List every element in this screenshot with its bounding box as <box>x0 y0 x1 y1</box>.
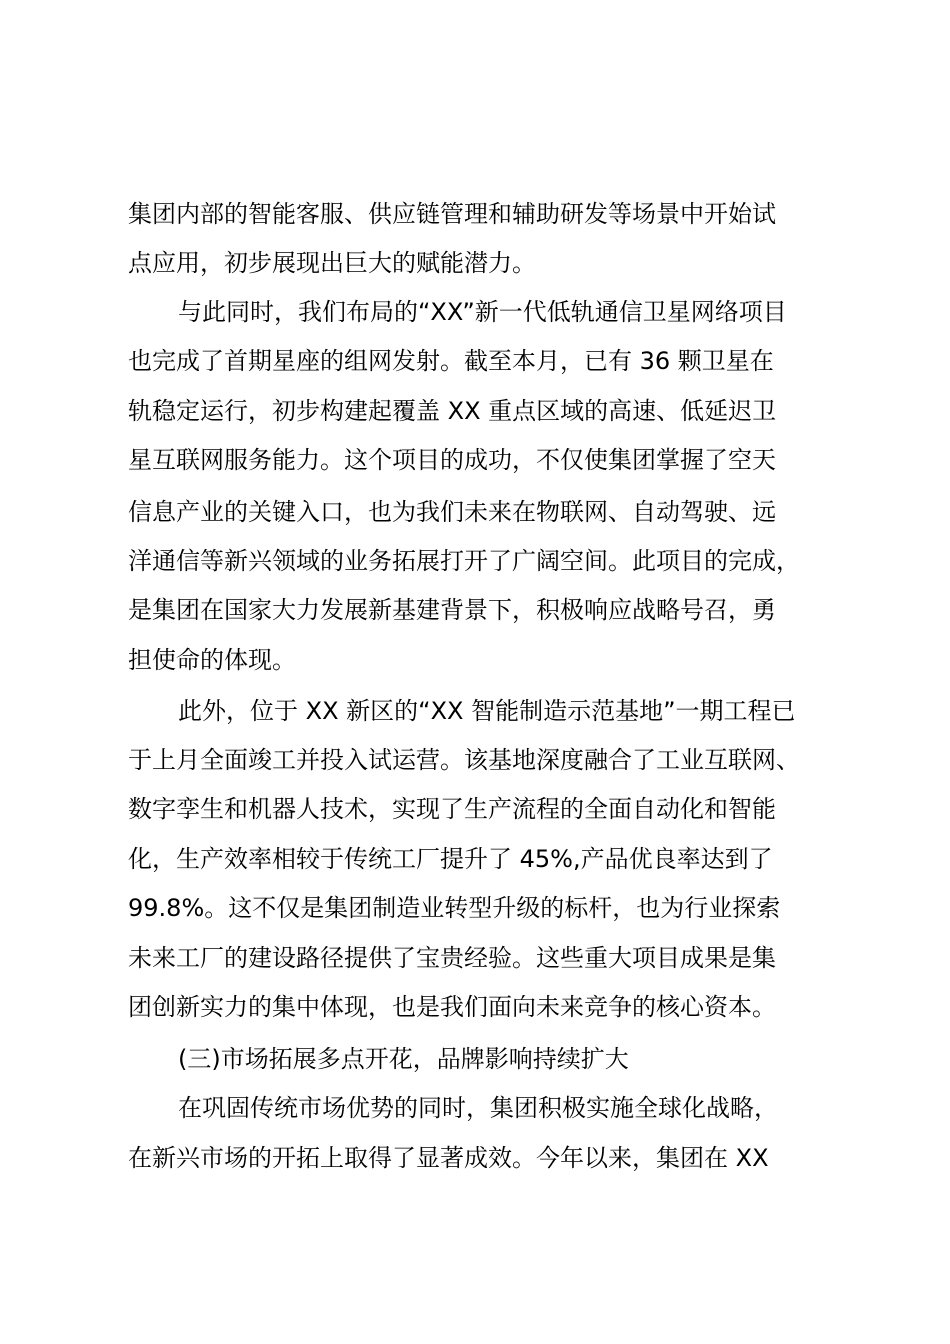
text-line: 团创新实力的集中体现，也是我们面向未来竞争的核心资本。 <box>128 993 776 1021</box>
paragraph-start-line: 与此同时，我们布局的“XX”新一代低轨通信卫星网络项目 <box>178 298 787 326</box>
text-line: 洋通信等新兴领域的业务拓展打开了广阔空间。此项目的完成， <box>128 547 800 575</box>
text-line: 是集团在国家大力发展新基建背景下，积极响应战略号召，勇 <box>128 596 776 624</box>
paragraph-start-line: 在巩固传统市场优势的同时，集团积极实施全球化战略， <box>178 1094 778 1122</box>
text-line: 担使命的体现。 <box>128 646 296 674</box>
section-heading: (三)市场拓展多点开花，品牌影响持续扩大 <box>178 1045 629 1073</box>
text-line: 化，生产效率相较于传统工厂提升了 45%,产品优良率达到了 <box>128 845 773 873</box>
text-line: 信息产业的关键入口，也为我们未来在物联网、自动驾驶、远 <box>128 498 776 526</box>
text-line: 数字孪生和机器人技术，实现了生产流程的全面自动化和智能 <box>128 795 776 823</box>
text-line: 99.8%。这不仅是集团制造业转型升级的标杆，也为行业探索 <box>128 894 781 922</box>
text-line: 于上月全面竣工并投入试运营。该基地深度融合了工业互联网、 <box>128 746 800 774</box>
text-line: 星互联网服务能力。这个项目的成功，不仅使集团掌握了空天 <box>128 446 776 474</box>
text-line: 未来工厂的建设路径提供了宝贵经验。这些重大项目成果是集 <box>128 944 776 972</box>
text-line: 点应用，初步展现出巨大的赋能潜力。 <box>128 249 536 277</box>
text-line: 集团内部的智能客服、供应链管理和辅助研发等场景中开始试 <box>128 200 776 228</box>
text-line: 轨稳定运行，初步构建起覆盖 XX 重点区域的高速、低延迟卫 <box>128 397 777 425</box>
text-line: 也完成了首期星座的组网发射。截至本月，已有 36 颗卫星在 <box>128 347 774 375</box>
paragraph-start-line: 此外，位于 XX 新区的“XX 智能制造示范基地”一期工程已 <box>178 697 796 725</box>
text-line: 在新兴市场的开拓上取得了显著成效。今年以来，集团在 XX <box>128 1144 769 1172</box>
